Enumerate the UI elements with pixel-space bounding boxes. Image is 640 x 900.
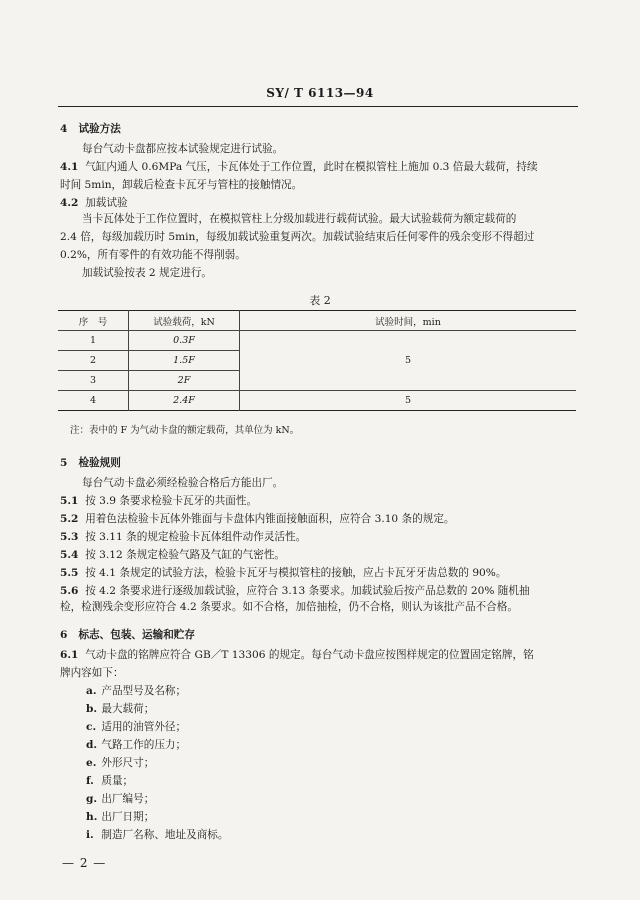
cell-serial: 4 — [58, 391, 129, 411]
clause-4-2-line3: 0.2%，所有零件的有效功能不得削弱。 — [60, 249, 246, 261]
clause-5-3 — [60, 530, 306, 544]
list-item — [86, 828, 229, 842]
section-number: 4 — [60, 123, 68, 135]
clause-text: 气动卡盘的铭牌应符合 GB／T 13306 的规定。每台气动卡盘应按图样规定的位置固定铭牌，铭 — [85, 649, 534, 661]
cell-load: 2.4F — [129, 391, 240, 411]
clause-text: 按 4.1 条规定的试验方法，检验卡瓦牙与模拟管柱的接触，应占卡瓦牙牙齿总数的 90%。 — [85, 567, 507, 579]
clause-number: 5.2 — [60, 513, 79, 525]
list-item — [86, 810, 154, 824]
clause-5-1 — [60, 494, 257, 508]
list-letter: b. — [86, 703, 98, 715]
section-5-intro: 每台气动卡盘必须经检验合格后方能出厂。 — [82, 477, 284, 489]
clause-4-1-line2: 时间 5min，卸载后检查卡瓦牙与管柱的接触情况。 — [60, 179, 303, 191]
clause-5-5 — [60, 566, 506, 580]
clause-4-2-line2: 2.4 倍，每级加载历时 5min，每级加载试验重复两次。加载试验结束后任何零件的残余变形不得超过 — [60, 231, 535, 243]
list-item — [86, 684, 186, 698]
list-text: 出厂日期； — [101, 811, 155, 823]
clause-number: 4.2 — [60, 197, 79, 209]
section-4-heading — [60, 122, 121, 136]
clause-4-2-heading — [60, 196, 128, 210]
table-row — [58, 391, 576, 411]
list-letter: a. — [86, 685, 97, 697]
section-number: 6 — [60, 629, 68, 641]
list-letter: h. — [86, 811, 98, 823]
list-letter: i. — [86, 829, 94, 841]
clause-text: 按 3.12 条规定检验气路及气缸的气密性。 — [85, 549, 286, 561]
clause-6-1-line2: 牌内容如下： — [60, 667, 124, 679]
list-text: 质量； — [101, 775, 134, 787]
clause-number: 5.6 — [60, 585, 79, 597]
header-time: 试验时间，min — [240, 311, 577, 331]
cell-serial: 2 — [58, 351, 129, 371]
section-number: 5 — [60, 457, 68, 469]
cell-load: 0.3F — [129, 331, 240, 351]
clause-4-1-line1 — [60, 160, 538, 174]
list-text: 制造厂名称、地址及商标。 — [101, 829, 229, 841]
list-letter: d. — [86, 739, 98, 751]
clause-text: 气缸内通人 0.6MPa 气压，卡瓦体处于工作位置，此时在模拟管柱上施加 0.3 倍最大载荷，持续 — [85, 161, 538, 173]
clause-text: 按 3.9 条要求检验卡瓦牙的共面性。 — [85, 495, 258, 507]
clause-5-2 — [60, 512, 455, 526]
section-title: 试验方法 — [78, 123, 121, 135]
clause-number: 4.1 — [60, 161, 79, 173]
list-text: 出厂编号； — [101, 793, 155, 805]
clause-text: 按 4.2 条要求进行逐级加载试验，应符合 3.13 条要求。加载试验后按产品总数的 20% 随机抽 — [85, 585, 530, 597]
table-2 — [58, 310, 576, 411]
list-item — [86, 738, 186, 752]
cell-time-merged: 5 — [240, 331, 577, 391]
page-number: — 2 — — [62, 856, 107, 870]
clause-4-2-line1: 当卡瓦体处于工作位置时，在模拟管柱上分级加载进行载荷试验。最大试验载荷为额定载荷的 — [82, 213, 517, 225]
table-2-title: 表 2 — [309, 294, 331, 307]
clause-text: 按 3.11 条的规定检验卡瓦体组件动作灵活性。 — [85, 531, 307, 543]
clause-number: 6.1 — [60, 649, 79, 661]
list-item — [86, 756, 154, 770]
list-text: 产品型号及名称； — [101, 685, 187, 697]
clause-6-1-line1 — [60, 648, 534, 662]
list-text: 气路工作的压力； — [101, 739, 187, 751]
list-letter: f. — [86, 775, 94, 787]
clause-number: 5.1 — [60, 495, 79, 507]
section-5-heading — [60, 456, 121, 470]
section-4-intro: 每台气动卡盘都应按本试验规定进行试验。 — [82, 143, 284, 155]
table-row — [58, 331, 576, 351]
list-letter: e. — [86, 757, 97, 769]
list-item — [86, 774, 133, 788]
clause-number: 5.5 — [60, 567, 79, 579]
table-note: 注：表中的 F 为气动卡盘的额定载荷，其单位为 kN。 — [70, 425, 300, 436]
list-letter: c. — [86, 721, 97, 733]
clause-5-6-line1 — [60, 584, 530, 598]
section-title: 标志、包装、运输和贮存 — [78, 629, 195, 641]
clause-number: 5.4 — [60, 549, 79, 561]
list-text: 适用的油管外径； — [101, 721, 187, 733]
cell-serial: 1 — [58, 331, 129, 351]
header-rule — [58, 106, 578, 107]
list-item — [86, 720, 186, 734]
clause-5-4 — [60, 548, 285, 562]
clause-number: 5.3 — [60, 531, 79, 543]
table-header-row — [58, 311, 576, 331]
list-item — [86, 702, 154, 716]
list-item — [86, 792, 154, 806]
clause-title: 加载试验 — [85, 197, 128, 209]
clause-4-2-line4: 加载试验按表 2 规定进行。 — [82, 267, 213, 279]
cell-time: 5 — [240, 391, 577, 411]
list-text: 最大载荷； — [101, 703, 155, 715]
header-serial: 序 号 — [58, 311, 129, 331]
list-text: 外形尺寸； — [101, 757, 155, 769]
header-load: 试验载荷，kN — [129, 311, 240, 331]
list-letter: g. — [86, 793, 98, 805]
cell-serial: 3 — [58, 371, 129, 391]
clause-text: 用着色法检验卡瓦体外锥面与卡盘体内锥面接触面积，应符合 3.10 条的规定。 — [85, 513, 455, 525]
section-6-heading — [60, 628, 195, 642]
clause-5-6-line2: 检，检测残余变形应符合 4.2 条要求。如不合格，加倍抽检，仍不合格，则认为该批产品不合格。 — [60, 601, 518, 613]
cell-load: 2F — [129, 371, 240, 391]
standard-code: SY/ T 6113—94 — [266, 86, 374, 100]
cell-load: 1.5F — [129, 351, 240, 371]
section-title: 检验规则 — [78, 457, 121, 469]
